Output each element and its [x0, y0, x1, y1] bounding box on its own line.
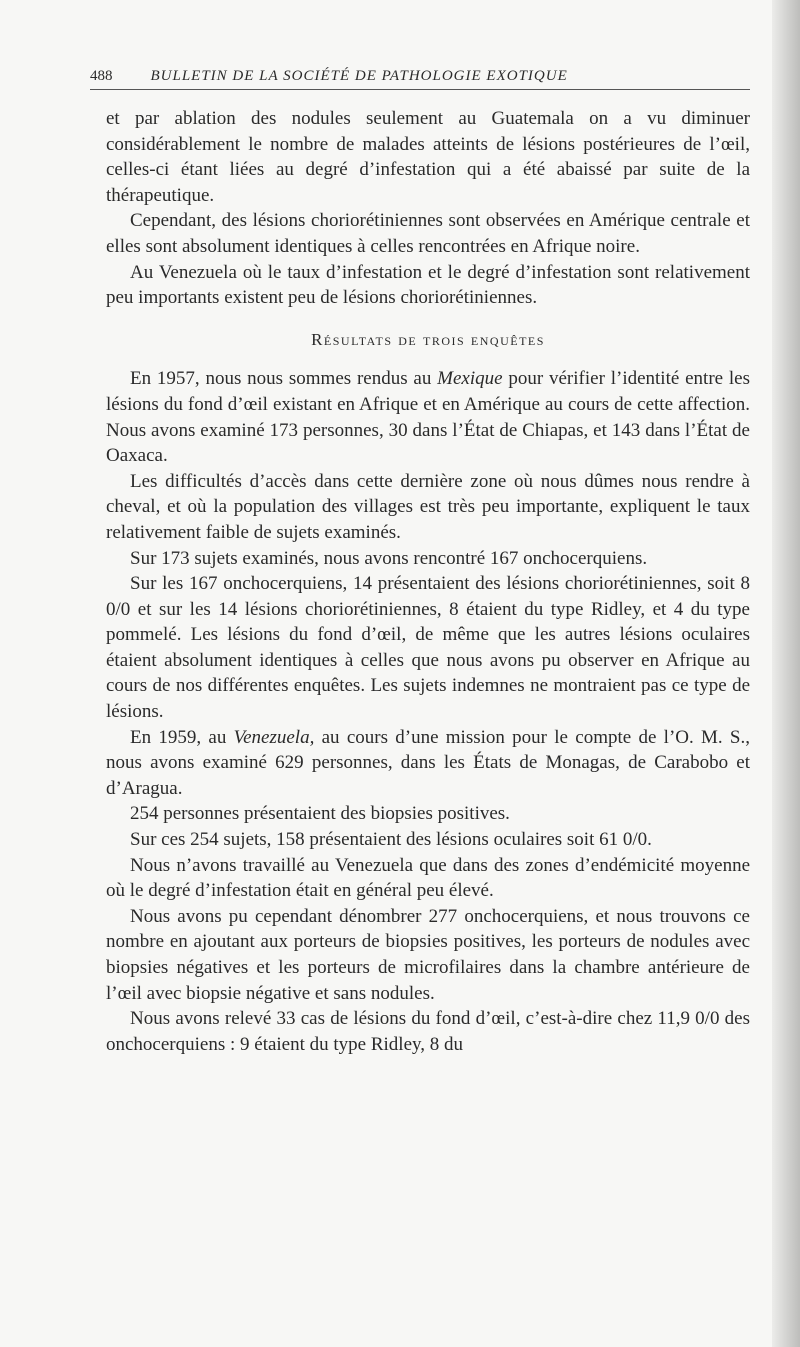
paragraph: Nous n’avons travaillé au Venezuela que dans des zones d’endémicité moyenne où le degré d’infestation était en général peu élevé.: [106, 854, 750, 902]
paragraph: Sur les 167 onchocerquiens, 14 présentaient des lésions choriorétiniennes, soit 8 0/0 et sur les 14 lésions choriorétiniennes, 8 étaient du type Ridley, et 4 du type pommelé. Les lésions du fond d’œil, de même que les autres lésions oculaires étaient absolument identiques à celles que nous avons pu observer en Afrique au cours de nos différentes enquêtes. Les sujets indemnes ne montraient pas ce type de lésions.: [106, 573, 750, 723]
document-page: [90, 68, 750, 1057]
paragraph: Nous avons relevé 33 cas de lésions du fond d’œil, c’est-à-dire chez 11,9 0/0 des onchocerquiens : 9 étaient du type Ridley, 8 du: [106, 1008, 750, 1055]
paragraph: 254 personnes présentaient des biopsies positives.: [130, 803, 510, 825]
emphasis-country: Mexique: [437, 368, 503, 390]
paragraph: Sur 173 sujets examinés, nous avons rencontré 167 onchocerquiens.: [130, 547, 648, 569]
running-header: [90, 68, 750, 90]
text-run: En 1959, au: [130, 726, 234, 748]
text-run: pour vérifier l’identité entre les lésions du fond d’œil existant en Afrique et en Amérique au cours de cette affection. Nous avons examiné 173 personnes, 30 dans l’État de Chiapas, et 143 dans l’État de Oaxaca.: [106, 368, 750, 467]
text-run: au cours d’une mission pour le compte de l’O. M. S., nous avons examiné 629 personnes, dans les États de Monagas, de Carabobo et d’Aragua.: [106, 726, 750, 799]
article-body: [106, 106, 750, 1057]
journal-title: BULLETIN DE LA SOCIÉTÉ DE PATHOLOGIE EXOTIQUE: [150, 68, 568, 84]
emphasis-country: Venezuela,: [233, 726, 315, 748]
paragraph: Au Venezuela où le taux d’infestation et le degré d’infestation sont relativement peu importants existent peu de lésions choriorétiniennes.: [106, 261, 750, 309]
section-heading: Résultats de trois enquêtes: [311, 329, 545, 349]
paragraph-mexique: [106, 366, 750, 468]
paragraph: Les difficultés d’accès dans cette dernière zone où nous dûmes nous rendre à cheval, et où la population des villages est très peu importante, expliquent le taux relativement faible de sujets examinés.: [106, 470, 750, 543]
page-edge-shadow: [772, 0, 800, 1347]
paragraph: Sur ces 254 sujets, 158 présentaient des lésions oculaires soit 61 0/0.: [130, 829, 652, 851]
text-run: En 1957, nous nous sommes rendus au: [130, 368, 438, 390]
paragraph-venezuela: [106, 725, 750, 802]
page-number: 488: [90, 68, 113, 84]
paragraph: et par ablation des nodules seulement au Guatemala on a vu diminuer considérablement le nombre de malades atteints de lésions postérieures de l’œil, celles-ci étant liées au degré d’infestation qui a été abaissé par suite de la thérapeutique.: [106, 108, 750, 206]
paragraph: Cependant, des lésions choriorétiniennes sont observées en Amérique centrale et elles sont absolument identiques à celles rencontrées en Afrique noire.: [106, 210, 750, 257]
paragraph: Nous avons pu cependant dénombrer 277 onchocerquiens, et nous trouvons ce nombre en ajoutant aux porteurs de biopsies positives, les porteurs de nodules avec biopsies négatives et les porteurs de microfilaires dans la chambre antérieure de l’œil avec biopsie négative et sans nodules.: [106, 905, 750, 1004]
